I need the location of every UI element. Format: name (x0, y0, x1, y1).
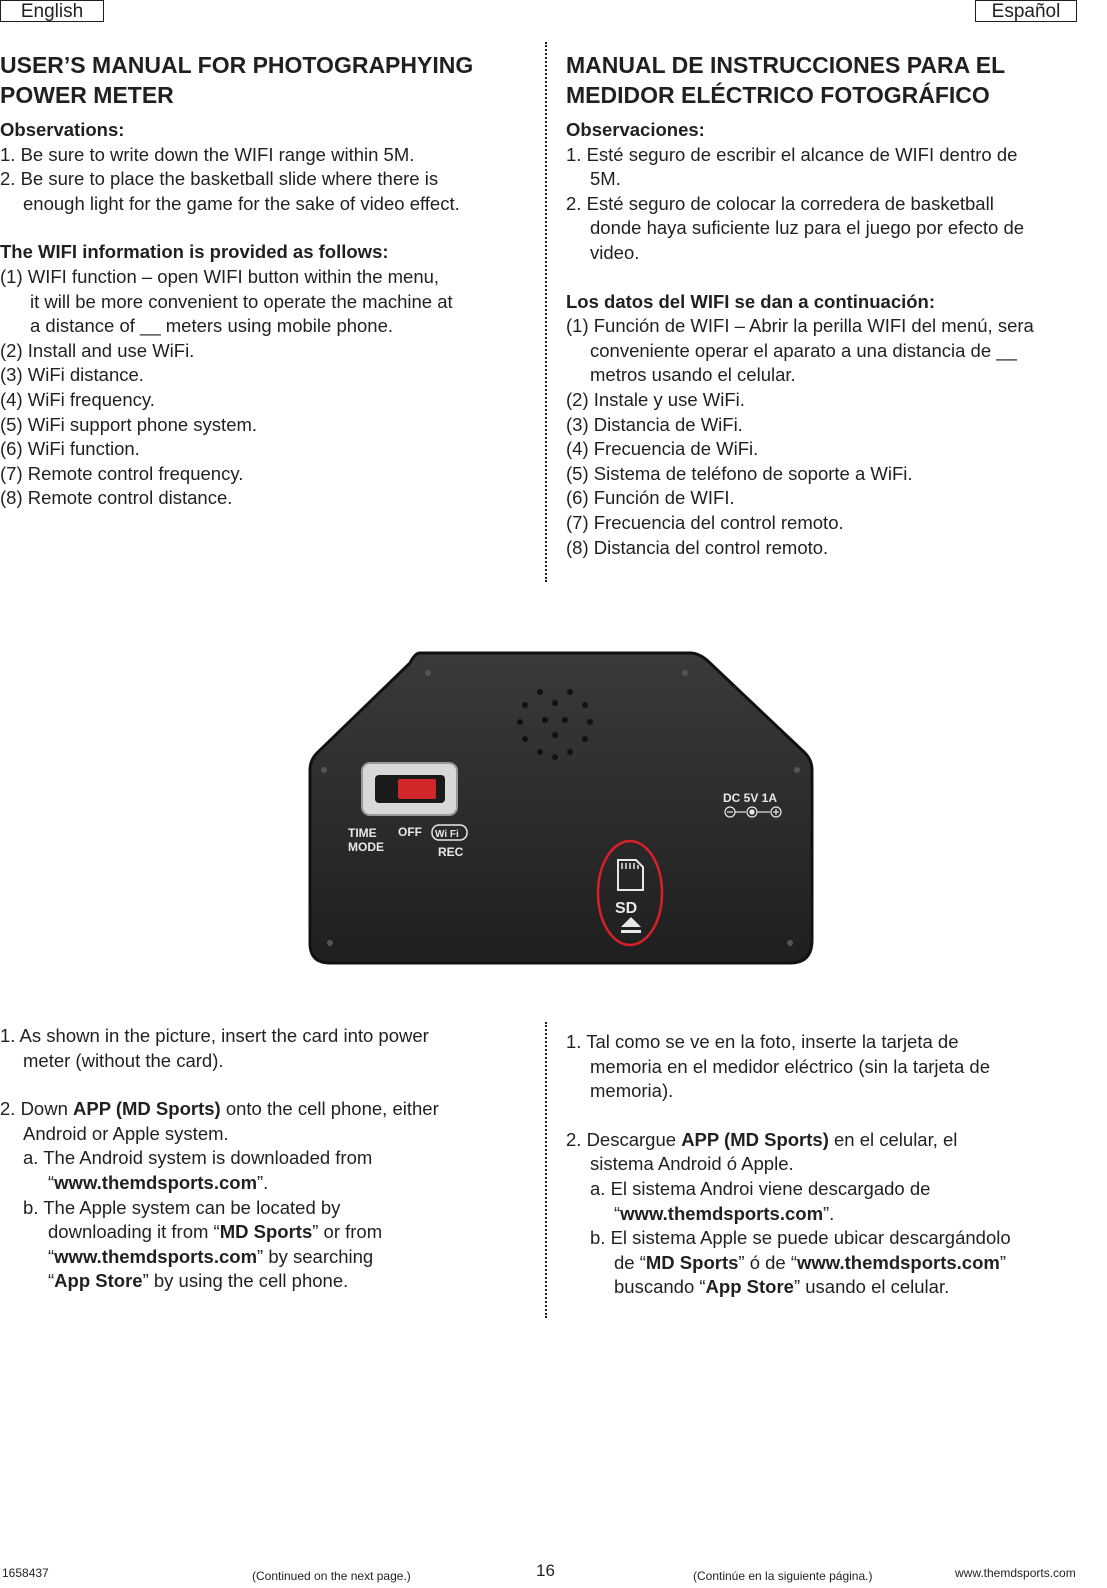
step1-cont: meter (without the card). (23, 1049, 224, 1071)
website-link: www.themdsports.com (797, 1251, 1000, 1273)
step1-cont: memoria). (590, 1080, 674, 1102)
screw-icon (794, 767, 800, 773)
step2b-cont (0, 1269, 530, 1294)
step2b-text: ” ó de “ (738, 1251, 797, 1273)
step2b-cont (0, 1245, 530, 1270)
switch-time-label: TIME (348, 826, 377, 840)
wifi-item: (6) WiFi function. (0, 438, 140, 460)
wifi-logo-text: Wi Fi (435, 829, 459, 840)
wifi-item: (2) Install and use WiFi. (0, 339, 195, 361)
wifi-item: (3) WiFi distance. (0, 364, 144, 386)
quote: ”. (257, 1171, 269, 1193)
power-meter-device-image (300, 645, 820, 975)
screw-icon (321, 767, 327, 773)
column-divider-top (545, 42, 547, 582)
wifi-info-heading: Los datos del WIFI se dan a continuación: (566, 290, 936, 312)
observation-item: 2. Esté seguro de colocar la corredera de basketball (566, 192, 994, 214)
wifi-item-cont: a distance of __ meters using mobile phone. (30, 315, 394, 337)
wifi-item: (7) Frecuencia del control remoto. (566, 511, 844, 533)
english-title-line2: POWER METER (0, 82, 174, 108)
dc-input-label: DC 5V 1A (723, 791, 778, 805)
footer-continued-en: (Continued on the next page.) (252, 1569, 411, 1583)
observations-heading: Observations: (0, 119, 125, 140)
step2a: a. El sistema Androi viene descargado de (590, 1177, 931, 1199)
observation-item-cont: video. (590, 241, 640, 263)
app-store-name: App Store (705, 1276, 794, 1298)
quote: ”. (823, 1202, 835, 1224)
english-title-line1: USER’S MANUAL FOR PHOTOGRAPHYING (0, 52, 474, 78)
step1: 1. Tal como se ve en la foto, inserte la tarjeta de (566, 1031, 959, 1052)
english-title (0, 50, 530, 110)
quote: “ (48, 1245, 55, 1267)
website-link: www.themdsports.com (620, 1202, 824, 1224)
wifi-item: (6) Función de WIFI. (566, 487, 735, 509)
wifi-item-cont: it will be more convenient to operate the machine at (30, 290, 453, 312)
step2a-cont (566, 1202, 1101, 1227)
step2-text: en el celular, el (828, 1128, 958, 1150)
spanish-section (566, 50, 1101, 560)
screw-icon (787, 940, 793, 946)
language-tab-english: English (0, 0, 104, 22)
switch-rec-label: REC (438, 845, 464, 859)
language-tab-espanol: Español (975, 0, 1077, 22)
step2b-text: ” by using the cell phone. (142, 1270, 349, 1292)
step2b-text: downloading it from “ (48, 1221, 220, 1243)
footer-product-code: 1658437 (2, 1566, 49, 1580)
observation-item-cont: 5M. (590, 168, 621, 190)
observation-item: 1. Esté seguro de escribir el alcance de WIFI dentro de (566, 143, 1018, 165)
quote: “ (614, 1202, 621, 1224)
step2b-cont (566, 1275, 1101, 1300)
switch-mode-label: MODE (348, 840, 384, 854)
step2-cont: sistema Android ó Apple. (590, 1153, 794, 1175)
switch-off-label: OFF (398, 825, 422, 839)
spanish-title (566, 50, 1101, 110)
md-sports-name: MD Sports (219, 1221, 313, 1243)
website-link: www.themdsports.com (54, 1245, 258, 1267)
wifi-item-cont: conveniente operar el aparato a una distancia de __ (590, 339, 1017, 361)
app-store-name: App Store (54, 1270, 143, 1292)
screw-icon (327, 940, 333, 946)
step2 (566, 1128, 1101, 1153)
step2b-text: ” by searching (257, 1245, 374, 1267)
step2b-cont (566, 1251, 1101, 1276)
wifi-item: (1) WIFI function – open WIFI button within the menu, (0, 265, 440, 287)
page-number: 16 (536, 1561, 555, 1580)
screw-icon (425, 670, 431, 676)
observation-item: 1. Be sure to write down the WIFI range within 5M. (0, 143, 415, 165)
sd-label: SD (615, 900, 638, 917)
quote: “ (48, 1171, 55, 1193)
quote: “ (48, 1270, 55, 1292)
step2-app-name: APP (MD Sports) (681, 1128, 829, 1150)
step2b-cont (0, 1220, 530, 1245)
step2b-text: ” usando el celular. (793, 1276, 950, 1298)
step2b: b. El sistema Apple se puede ubicar descargándolo (590, 1227, 1011, 1249)
footer-continued-es: (Continúe en la siguiente página.) (693, 1569, 873, 1583)
observation-item-cont: donde haya suficiente luz para el juego por efecto de (590, 217, 1025, 239)
wifi-item: (5) WiFi support phone system. (0, 413, 258, 435)
md-sports-name: MD Sports (645, 1251, 739, 1273)
column-divider-bottom (545, 1022, 547, 1318)
wifi-item: (4) WiFi frequency. (0, 388, 155, 410)
wifi-item: (2) Instale y use WiFi. (566, 388, 745, 410)
step1: 1. As shown in the picture, insert the card into power (0, 1025, 429, 1046)
wifi-info-heading: The WIFI information is provided as follows: (0, 241, 389, 263)
wifi-item: (8) Distancia del control remoto. (566, 536, 829, 558)
wifi-item: (5) Sistema de teléfono de soporte a WiFi. (566, 462, 913, 484)
step2-text: 2. Down (0, 1098, 74, 1120)
observation-item: 2. Be sure to place the basketball slide where there is (0, 168, 439, 190)
spanish-title-line1: MANUAL DE INSTRUCCIONES PARA EL (566, 52, 1006, 78)
wifi-item: (3) Distancia de WiFi. (566, 413, 743, 435)
observaciones-heading: Observaciones: (566, 119, 705, 140)
step2-app-name: APP (MD Sports) (73, 1098, 221, 1120)
step1-cont: memoria en el medidor eléctrico (sin la tarjeta de (590, 1055, 990, 1077)
website-link: www.themdsports.com (54, 1171, 258, 1193)
slide-switch-icon (362, 763, 457, 815)
spanish-steps (566, 1030, 1101, 1300)
english-section (0, 50, 530, 511)
step2b-text: ” or from (312, 1221, 383, 1243)
wifi-item: (7) Remote control frequency. (0, 462, 244, 484)
step2 (0, 1097, 530, 1122)
step2b-text: de “ (614, 1251, 646, 1273)
quote: ” (999, 1251, 1007, 1273)
step2-text: onto the cell phone, either (220, 1098, 439, 1120)
wifi-item: (1) Función de WIFI – Abrir la perilla WIFI del menú, sera (566, 315, 1034, 337)
wifi-item-cont: metros usando el celular. (590, 364, 796, 386)
english-steps (0, 1024, 530, 1294)
screw-icon (682, 670, 688, 676)
step2-text: 2. Descargue (566, 1128, 682, 1150)
step2a-cont (0, 1171, 530, 1196)
observation-item-cont: enough light for the game for the sake of video effect. (23, 192, 460, 214)
wifi-item: (8) Remote control distance. (0, 487, 233, 509)
step2a: a. The Android system is downloaded from (23, 1147, 373, 1169)
step2b: b. The Apple system can be located by (23, 1196, 341, 1218)
step2b-text: buscando “ (614, 1276, 706, 1298)
wifi-item: (4) Frecuencia de WiFi. (566, 438, 759, 460)
step2-cont: Android or Apple system. (23, 1122, 229, 1144)
spanish-title-line2: MEDIDOR ELÉCTRICO FOTOGRÁFICO (566, 82, 990, 108)
footer-website: www.themdsports.com (955, 1566, 1076, 1580)
